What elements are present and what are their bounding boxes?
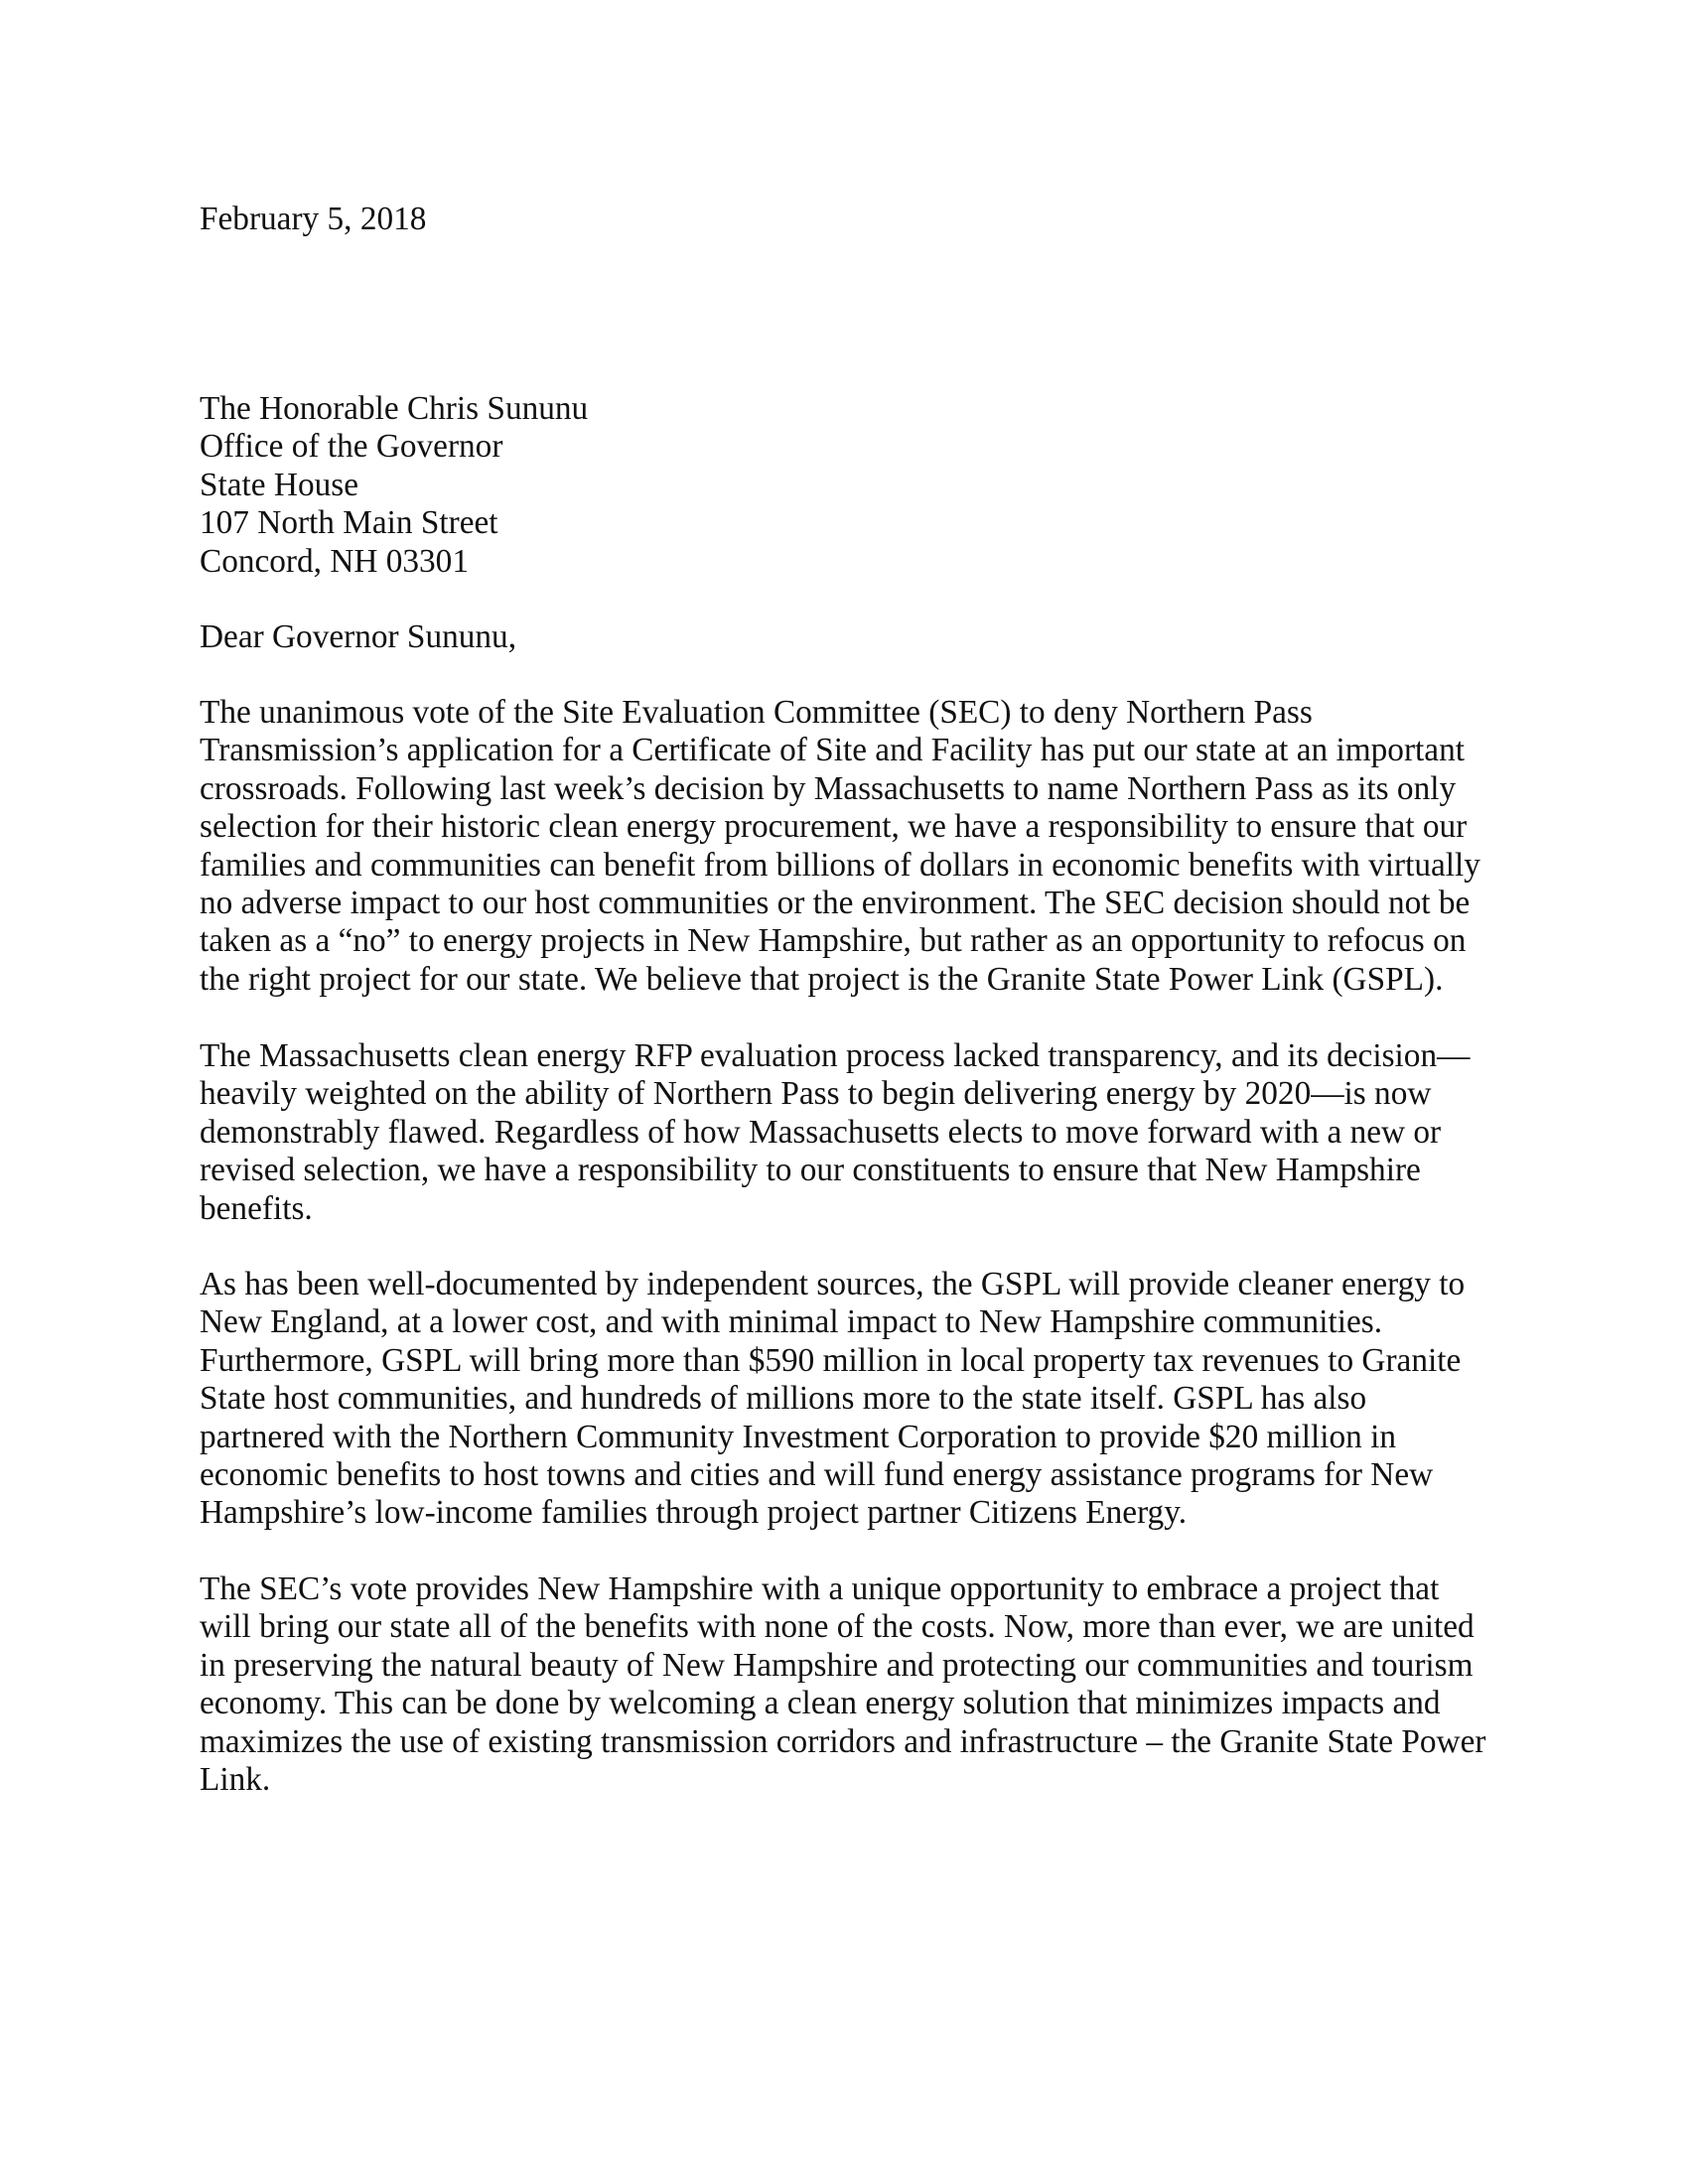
paragraph-line: benefits. (200, 1189, 313, 1227)
paragraph-line: demonstrably flawed. Regardless of how Massachusetts elects to move forward with a new or (200, 1113, 1442, 1151)
paragraph-2 (200, 1037, 1510, 1228)
address-line-street: 107 North Main Street (200, 504, 498, 542)
paragraph-line: heavily weighted on the ability of Northern Pass to begin delivering energy by 2020—is now (200, 1075, 1432, 1113)
paragraph-line: partnered with the Northern Community Investment Corporation to provide $20 million in (200, 1418, 1396, 1455)
paragraph-line: Furthermore, GSPL will bring more than $590 million in local property tax revenues to Granite (200, 1341, 1462, 1379)
paragraph-line: taken as a “no” to energy projects in New Hampshire, but rather as an opportunity to refocus on (200, 922, 1467, 960)
paragraph-line: economic benefits to host towns and cities and will fund energy assistance programs for New (200, 1455, 1434, 1493)
salutation (200, 618, 1510, 656)
paragraph-line: Link. (200, 1760, 271, 1798)
paragraph-line: The Massachusetts clean energy RFP evaluation process lacked transparency, and its decision— (200, 1037, 1471, 1074)
paragraph-line: will bring our state all of the benefits with none of the costs. Now, more than ever, we are united (200, 1608, 1475, 1646)
paragraph-line: State host communities, and hundreds of millions more to the state itself. GSPL has also (200, 1380, 1367, 1418)
letter-date (200, 201, 1510, 238)
paragraph-line: The unanimous vote of the Site Evaluation Committee (SEC) to deny Northern Pass (200, 694, 1313, 731)
paragraph-line: Transmission’s application for a Certificate of Site and Facility has put our state at an important (200, 732, 1465, 769)
paragraph-line: the right project for our state. We believe that project is the Granite State Power Link (GSPL). (200, 960, 1444, 998)
paragraph-line: economy. This can be done by welcoming a clean energy solution that minimizes impacts and (200, 1685, 1441, 1722)
address-line-city: Concord, NH 03301 (200, 542, 469, 580)
paragraph-line: The SEC’s vote provides New Hampshire with a unique opportunity to embrace a project that (200, 1570, 1440, 1607)
paragraph-line: crossroads. Following last week’s decision by Massachusetts to name Northern Pass as its only (200, 769, 1457, 807)
paragraph-line: Hampshire’s low-income families through project partner Citizens Energy. (200, 1494, 1188, 1532)
paragraph-line: families and communities can benefit from billions of dollars in economic benefits with virtually (200, 846, 1480, 884)
address-line-building: State House (200, 466, 358, 503)
address-line-office: Office of the Governor (200, 428, 503, 466)
paragraph-line: in preserving the natural beauty of New Hampshire and protecting our communities and tourism (200, 1646, 1474, 1684)
paragraph-1 (200, 694, 1510, 999)
paragraph-line: revised selection, we have a responsibility to our constituents to ensure that New Hampshire (200, 1152, 1421, 1189)
paragraph-line: no adverse impact to our host communities or the environment. The SEC decision should not be (200, 884, 1471, 921)
paragraph-line: As has been well-documented by independent sources, the GSPL will provide cleaner energy to (200, 1266, 1466, 1302)
address-line-name: The Honorable Chris Sununu (200, 390, 589, 427)
paragraph-3 (200, 1266, 1510, 1533)
recipient-address (200, 390, 1510, 581)
salutation-text: Dear Governor Sununu, (200, 618, 517, 655)
paragraph-line: selection for their historic clean energy procurement, we have a responsibility to ensure that our (200, 808, 1468, 846)
paragraph-line: maximizes the use of existing transmission corridors and infrastructure – the Granite State Power (200, 1722, 1486, 1760)
paragraph-4 (200, 1570, 1510, 1799)
date-text: February 5, 2018 (200, 201, 427, 237)
paragraph-line: New England, at a lower cost, and with minimal impact to New Hampshire communities. (200, 1303, 1383, 1341)
